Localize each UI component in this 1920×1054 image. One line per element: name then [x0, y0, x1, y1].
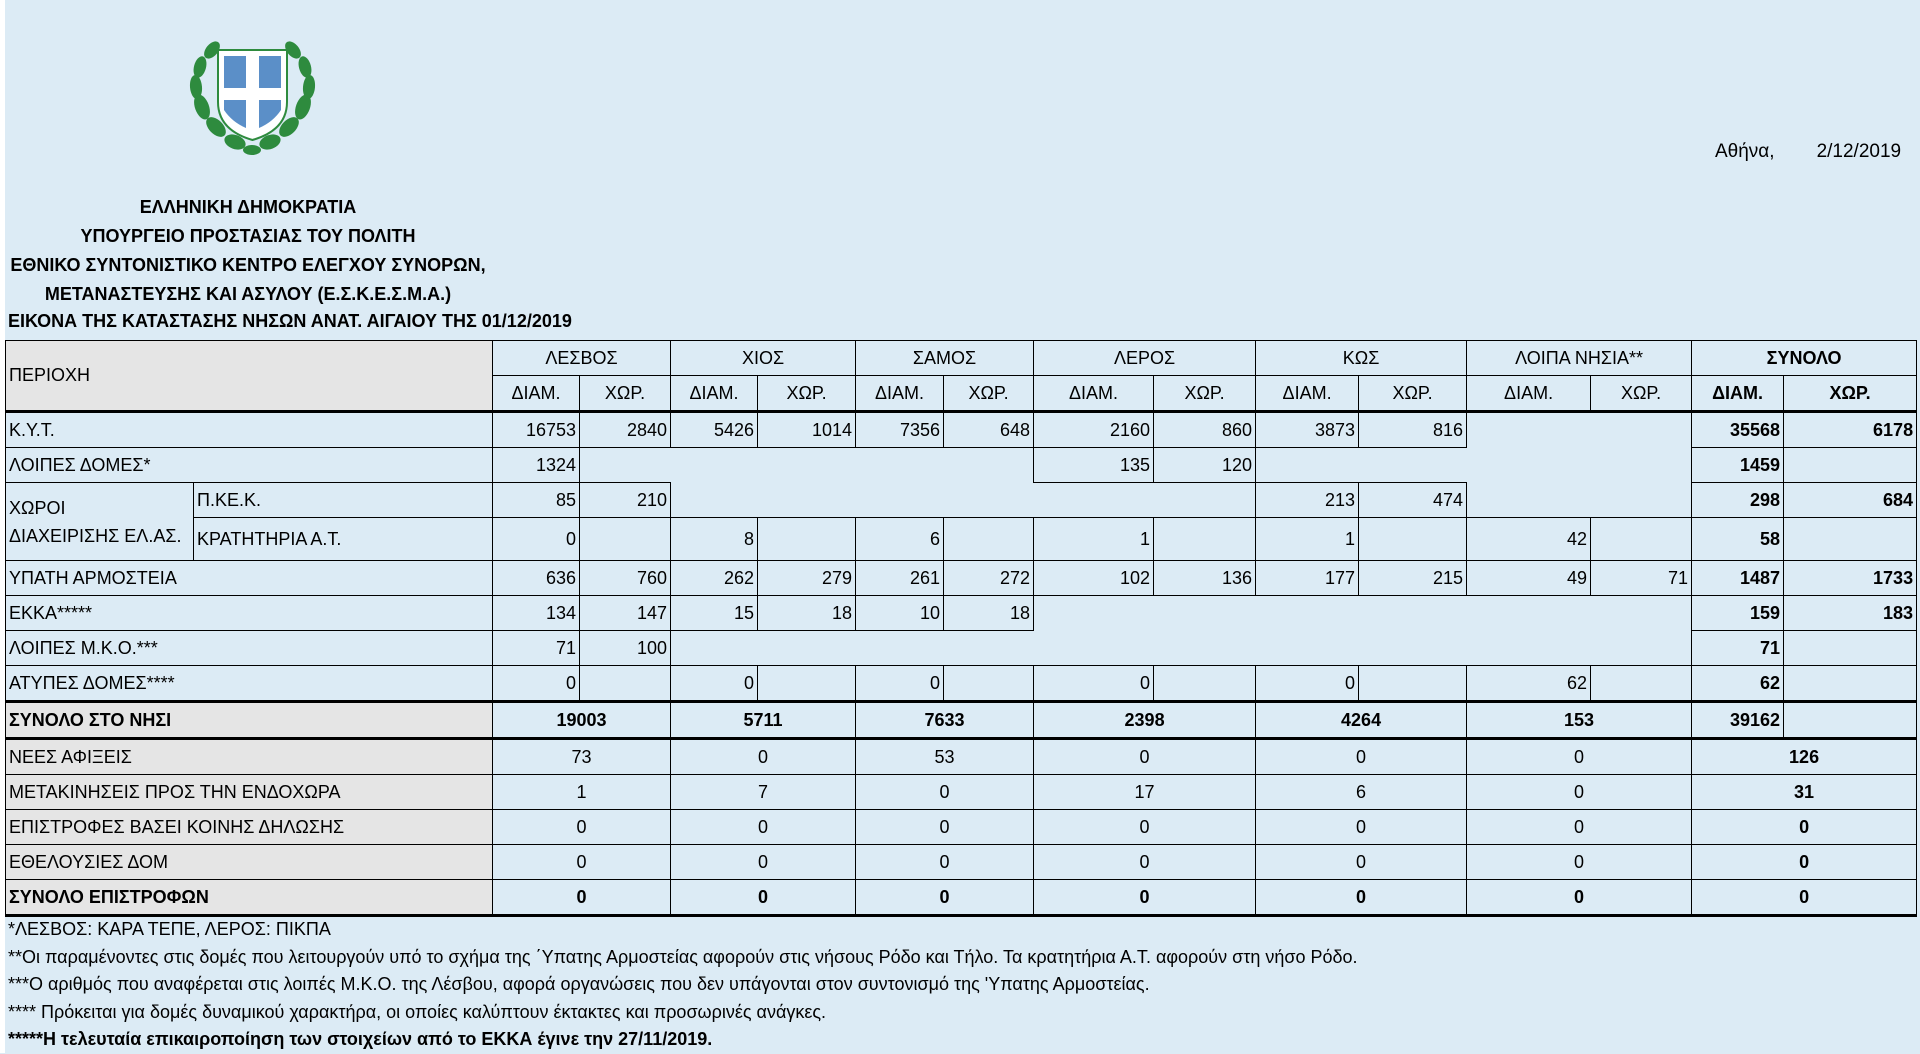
total-header: ΣΥΝΟΛΟ — [1692, 341, 1917, 376]
table-cell: 474 — [1359, 483, 1467, 518]
table-row-mko — [6, 631, 1917, 666]
table-cell: 10 — [856, 596, 944, 631]
table-cell: 636 — [493, 561, 580, 596]
table-cell: 49 — [1467, 561, 1591, 596]
table-cell — [944, 448, 1034, 483]
table-cell: 0 — [493, 845, 671, 880]
table-cell: 5426 — [671, 412, 758, 448]
table-cell: 0 — [493, 880, 671, 916]
table-cell — [1784, 666, 1917, 702]
table-cell: 0 — [1256, 739, 1467, 775]
table-cell: 0 — [1692, 845, 1917, 880]
table-cell: 0 — [1256, 880, 1467, 916]
table-cell — [1591, 666, 1692, 702]
table-cell: 136 — [1154, 561, 1256, 596]
table-cell — [1591, 518, 1692, 561]
table-cell — [1591, 596, 1692, 631]
table-cell: 0 — [856, 666, 944, 702]
table-cell: 4264 — [1256, 702, 1467, 739]
subheader-xor: ΧΩΡ. — [1359, 376, 1467, 412]
table-row-ekka — [6, 596, 1917, 631]
table-cell: 183 — [1784, 596, 1917, 631]
table-cell: 0 — [1692, 880, 1917, 916]
table-cell — [1154, 483, 1256, 518]
footnotes — [8, 916, 1358, 1054]
table-cell: 71 — [493, 631, 580, 666]
table-cell: 62 — [1692, 666, 1784, 702]
table-cell: 0 — [856, 775, 1034, 810]
table-cell: 19003 — [493, 702, 671, 739]
table-cell: 100 — [580, 631, 671, 666]
table-cell — [1154, 666, 1256, 702]
table-cell — [1467, 631, 1591, 666]
table-cell — [1591, 631, 1692, 666]
row-label: ΛΟΙΠΕΣ ΔΟΜΕΣ* — [6, 448, 493, 483]
table-cell: 177 — [1256, 561, 1359, 596]
table-cell — [1359, 596, 1467, 631]
table-cell: 0 — [671, 845, 856, 880]
table-cell — [1256, 596, 1359, 631]
table-cell: 159 — [1692, 596, 1784, 631]
table-cell — [1154, 596, 1256, 631]
row-label: ΚΡΑΤΗΤΗΡΙΑ Α.Τ. — [194, 518, 493, 561]
table-row-atypes-domes — [6, 666, 1917, 702]
table-cell: 31 — [1692, 775, 1917, 810]
subheader-diam: ΔΙΑΜ. — [1692, 376, 1784, 412]
table-cell — [1591, 483, 1692, 518]
table-cell — [1034, 483, 1154, 518]
table-cell: 85 — [493, 483, 580, 518]
row-label: ΣΥΝΟΛΟ ΕΠΙΣΤΡΟΦΩΝ — [6, 880, 493, 916]
table-cell: 0 — [1034, 739, 1256, 775]
table-cell: 0 — [1467, 739, 1692, 775]
table-cell — [1034, 631, 1154, 666]
table-cell: 71 — [1692, 631, 1784, 666]
table-cell: 0 — [1692, 810, 1917, 845]
table-row-pkek — [6, 483, 1917, 518]
subheader-diam: ΔΙΑΜ. — [671, 376, 758, 412]
table-cell: 53 — [856, 739, 1034, 775]
greek-coat-of-arms-emblem — [180, 32, 325, 157]
table-cell: 0 — [671, 880, 856, 916]
table-cell: 153 — [1467, 702, 1692, 739]
table-cell: 0 — [493, 666, 580, 702]
table-cell — [1154, 631, 1256, 666]
table-cell — [1034, 596, 1154, 631]
table-cell: 1487 — [1692, 561, 1784, 596]
table-cell — [1784, 448, 1917, 483]
table-cell — [944, 518, 1034, 561]
table-cell — [1784, 631, 1917, 666]
ministry-header — [8, 193, 488, 309]
subheader-diam: ΔΙΑΜ. — [493, 376, 580, 412]
table-cell: 2160 — [1034, 412, 1154, 448]
table-cell: 0 — [1034, 666, 1154, 702]
table-cell: 272 — [944, 561, 1034, 596]
subheader-diam: ΔΙΑΜ. — [1467, 376, 1591, 412]
table-cell — [944, 483, 1034, 518]
table-cell: 71 — [1591, 561, 1692, 596]
table-cell: 35568 — [1692, 412, 1784, 448]
table-cell: 0 — [671, 739, 856, 775]
table-cell: 0 — [1467, 845, 1692, 880]
row-label: ΕΠΙΣΤΡΟΦΕΣ ΒΑΣΕΙ ΚΟΙΝΗΣ ΔΗΛΩΣΗΣ — [6, 810, 493, 845]
table-cell: 760 — [580, 561, 671, 596]
table-cell: 15 — [671, 596, 758, 631]
table-cell: 0 — [671, 666, 758, 702]
table-cell: 0 — [1256, 810, 1467, 845]
footnote: **** Πρόκειται για δομές δυναμικού χαρακτήρα, οι οποίες καλύπτουν έκτακτες και προσωρινές ανάγκες. — [8, 1001, 827, 1022]
xoroi-label-line1: ΧΩΡΟΙ — [9, 497, 66, 518]
table-cell: 134 — [493, 596, 580, 631]
table-cell — [1591, 412, 1692, 448]
subheader-xor: ΧΩΡ. — [1154, 376, 1256, 412]
footnote: **Οι παραμένοντες στις δομές που λειτουργούν υπό το σχήμα της ΄Υπατης Αρμοστείας αφορούν στις νήσους Ρόδο και Τήλο. Τα κρατητήρια Α.Τ. αφορούν στη νήσο Ρόδο. — [8, 946, 1358, 967]
dateline-place: Αθήνα, — [1715, 141, 1775, 162]
subheader-xor: ΧΩΡ. — [758, 376, 856, 412]
table-cell — [1591, 448, 1692, 483]
island-header: ΣΑΜΟΣ — [856, 341, 1034, 376]
footnote: *ΛΕΣΒΟΣ: ΚΑΡΑ ΤΕΠΕ, ΛΕΡΟΣ: ΠΙΚΠΑ — [8, 919, 331, 939]
island-header: ΧΙΟΣ — [671, 341, 856, 376]
xoroi-label-line2: ΔΙΑΧΕΙΡΙΣΗΣ ΕΛ.ΑΣ. — [9, 525, 182, 546]
row-label: ΕΚΚΑ***** — [6, 596, 493, 631]
table-row-nees-afixeis — [6, 739, 1917, 775]
table-cell — [1359, 518, 1467, 561]
table-cell: 7 — [671, 775, 856, 810]
table-cell: 6 — [1256, 775, 1467, 810]
subheader-xor: ΧΩΡ. — [1784, 376, 1917, 412]
table-row-ethelousies — [6, 845, 1917, 880]
table-cell: 0 — [1467, 880, 1692, 916]
table-cell: 0 — [671, 810, 856, 845]
table-cell: 42 — [1467, 518, 1591, 561]
table-cell: 120 — [1154, 448, 1256, 483]
table-cell: 279 — [758, 561, 856, 596]
table-cell — [1467, 412, 1591, 448]
table-cell: 0 — [1256, 666, 1359, 702]
table-row-synolo-nisi — [6, 702, 1917, 739]
table-cell — [758, 666, 856, 702]
subheader-diam: ΔΙΑΜ. — [1256, 376, 1359, 412]
dateline — [1715, 141, 1901, 163]
table-cell — [944, 666, 1034, 702]
table-cell — [944, 631, 1034, 666]
table-cell: 1 — [1034, 518, 1154, 561]
table-cell — [1467, 483, 1591, 518]
table-cell: 262 — [671, 561, 758, 596]
table-cell: 0 — [1034, 810, 1256, 845]
table-cell: 0 — [856, 880, 1034, 916]
row-label: ΑΤΥΠΕΣ ΔΟΜΕΣ**** — [6, 666, 493, 702]
table-cell — [1154, 518, 1256, 561]
table-cell: 2398 — [1034, 702, 1256, 739]
table-cell — [758, 518, 856, 561]
table-cell — [580, 666, 671, 702]
header-line-2: ΥΠΟΥΡΓΕΙΟ ΠΡΟΣΤΑΣΙΑΣ ΤΟΥ ΠΟΛΙΤΗ — [80, 226, 416, 246]
row-label: Π.ΚΕ.Κ. — [194, 483, 493, 518]
table-cell: 102 — [1034, 561, 1154, 596]
table-cell: 1733 — [1784, 561, 1917, 596]
table-cell — [580, 448, 671, 483]
row-label: ΕΘΕΛΟΥΣΙΕΣ ΔΟΜ — [6, 845, 493, 880]
table-cell: 1324 — [493, 448, 580, 483]
table-header-islands — [6, 341, 1917, 376]
islands-situation-table — [5, 340, 1917, 917]
table-cell — [856, 448, 944, 483]
table-cell: 135 — [1034, 448, 1154, 483]
table-row-kyt — [6, 412, 1917, 448]
subheader-diam: ΔΙΑΜ. — [1034, 376, 1154, 412]
table-cell — [856, 483, 944, 518]
row-label: Κ.Υ.Τ. — [6, 412, 493, 448]
table-cell: 860 — [1154, 412, 1256, 448]
table-cell: 3873 — [1256, 412, 1359, 448]
table-cell: 18 — [758, 596, 856, 631]
table-row-metakiniseis — [6, 775, 1917, 810]
table-row-ypati-armosteia — [6, 561, 1917, 596]
table-cell: 58 — [1692, 518, 1784, 561]
row-group-label — [6, 483, 194, 561]
table-cell: 0 — [493, 810, 671, 845]
table-cell: 215 — [1359, 561, 1467, 596]
table-cell: 7356 — [856, 412, 944, 448]
situation-title: ΕΙΚΟΝΑ ΤΗΣ ΚΑΤΑΣΤΑΣΗΣ ΝΗΣΩΝ ΑΝΑΤ. ΑΙΓΑΙΟΥ ΤΗΣ 01/12/2019 — [8, 311, 572, 331]
table-cell: 0 — [1256, 845, 1467, 880]
table-cell — [1359, 666, 1467, 702]
table-cell: 684 — [1784, 483, 1917, 518]
table-cell — [856, 631, 944, 666]
table-cell: 6 — [856, 518, 944, 561]
table-row-loipes-domes — [6, 448, 1917, 483]
table-cell: 5711 — [671, 702, 856, 739]
table-cell: 0 — [1034, 880, 1256, 916]
table-cell — [1784, 702, 1917, 739]
table-cell: 1 — [493, 775, 671, 810]
table-cell: 298 — [1692, 483, 1784, 518]
table-cell — [1467, 596, 1591, 631]
dateline-date: 2/12/2019 — [1816, 141, 1902, 162]
table-cell: 648 — [944, 412, 1034, 448]
table-cell: 73 — [493, 739, 671, 775]
region-header: ΠΕΡΙΟΧΗ — [6, 341, 493, 412]
island-header: ΛΕΡΟΣ — [1034, 341, 1256, 376]
table-cell — [580, 518, 671, 561]
table-cell: 18 — [944, 596, 1034, 631]
table-cell: 6178 — [1784, 412, 1917, 448]
table-cell: 1014 — [758, 412, 856, 448]
table-cell: 210 — [580, 483, 671, 518]
table-cell — [671, 631, 758, 666]
table-cell: 7633 — [856, 702, 1034, 739]
footnote: ***Ο αριθμός που αναφέρεται στις λοιπές Μ.Κ.Ο. της Λέσβου, αφορά οργανώσεις που δεν υπάγονται στον συντονισμό της 'Υπατης Αρμοστείας. — [8, 974, 1150, 994]
table-cell — [671, 483, 758, 518]
table-cell: 1459 — [1692, 448, 1784, 483]
island-header: ΚΩΣ — [1256, 341, 1467, 376]
table-cell — [1784, 518, 1917, 561]
table-cell — [671, 448, 758, 483]
table-cell — [1359, 631, 1467, 666]
table-cell: 62 — [1467, 666, 1591, 702]
subheader-xor: ΧΩΡ. — [1591, 376, 1692, 412]
header-line-3: ΕΘΝΙΚΟ ΣΥΝΤΟΝΙΣΤΙΚΟ ΚΕΝΤΡΟ ΕΛΕΓΧΟΥ ΣΥΝΟΡΩΝ, — [10, 255, 486, 275]
table-cell — [758, 448, 856, 483]
row-label: ΥΠΑΤΗ ΑΡΜΟΣΤΕΙΑ — [6, 561, 493, 596]
table-cell: 213 — [1256, 483, 1359, 518]
island-header: ΛΕΣΒΟΣ — [493, 341, 671, 376]
table-cell — [1256, 448, 1359, 483]
table-cell — [1359, 448, 1467, 483]
table-cell — [758, 483, 856, 518]
subheader-diam: ΔΙΑΜ. — [856, 376, 944, 412]
row-label: ΜΕΤΑΚΙΝΗΣΕΙΣ ΠΡΟΣ ΤΗΝ ΕΝΔΟΧΩΡΑ — [6, 775, 493, 810]
header-line-1: ΕΛΛΗΝΙΚΗ ΔΗΜΟΚΡΑΤΙΑ — [139, 197, 357, 217]
table-cell: 1 — [1256, 518, 1359, 561]
table-cell: 39162 — [1692, 702, 1784, 739]
table-cell — [1256, 631, 1359, 666]
row-label: ΝΕΕΣ ΑΦΙΞΕΙΣ — [6, 739, 493, 775]
table-cell: 16753 — [493, 412, 580, 448]
footnote: *****Η τελευταία επικαιροποίηση των στοιχείων από το ΕΚΚΑ έγινε την 27/11/2019. — [8, 1029, 713, 1049]
table-row-epistrofes — [6, 810, 1917, 845]
subheader-xor: ΧΩΡ. — [944, 376, 1034, 412]
table-cell: 17 — [1034, 775, 1256, 810]
row-label: ΣΥΝΟΛΟ ΣΤΟ ΝΗΣΙ — [6, 702, 493, 739]
table-cell: 2840 — [580, 412, 671, 448]
table-cell: 0 — [856, 810, 1034, 845]
row-label: ΛΟΙΠΕΣ Μ.Κ.Ο.*** — [6, 631, 493, 666]
table-cell: 0 — [1467, 810, 1692, 845]
table-cell: 0 — [856, 845, 1034, 880]
table-cell — [758, 631, 856, 666]
table-cell — [1467, 448, 1591, 483]
table-row-synolo-epistrofon — [6, 880, 1917, 916]
table-cell: 816 — [1359, 412, 1467, 448]
table-cell: 147 — [580, 596, 671, 631]
table-row-kratitiria — [6, 518, 1917, 561]
subheader-xor: ΧΩΡ. — [580, 376, 671, 412]
table-cell: 0 — [1467, 775, 1692, 810]
table-cell: 0 — [493, 518, 580, 561]
table-cell: 126 — [1692, 739, 1917, 775]
table-cell: 0 — [1034, 845, 1256, 880]
island-header: ΛΟΙΠΑ ΝΗΣΙΑ** — [1467, 341, 1692, 376]
table-cell: 8 — [671, 518, 758, 561]
table-cell: 261 — [856, 561, 944, 596]
header-line-4: ΜΕΤΑΝΑΣΤΕΥΣΗΣ ΚΑΙ ΑΣΥΛΟΥ (Ε.Σ.Κ.Ε.Σ.Μ.Α.) — [44, 284, 452, 304]
